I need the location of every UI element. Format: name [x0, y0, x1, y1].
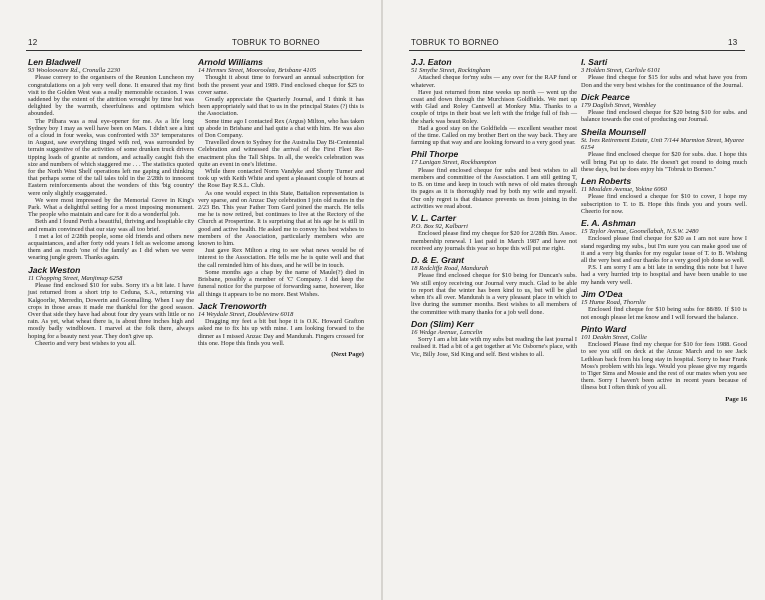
right-page	[383, 0, 765, 600]
letter-entry	[28, 58, 194, 262]
sender-name: Len Roberts	[581, 176, 632, 187]
letter-entry	[581, 128, 747, 173]
sender-name: Jack Weston	[28, 264, 81, 275]
letter-paragraph: Travelled down to Sydney for the Australia Day Bi-Centennial Celebration and witnessed the arrival of the First Fleet Re-enactment plus the Tall Ships. In all, the week's celebration was quite an event in one's lifetime.	[198, 139, 364, 168]
sender-address: 14 Hermes Street, Mooroolea, Brisbane 4105	[198, 67, 317, 74]
sender-address: 93 Woolooware Rd., Cronulla 2230	[28, 67, 121, 74]
letter-paragraph: As one would expect in this State, Battalion representation is very sparse, and on Anzac Day celebration I join old mates in the 2/23 Bn. This year Father Tom Gard joined the march. He tells me he is now retired, but continues to live at the Rectory of the Church at Prospertine. It is surprising that at his age he is still in good and active health. He asked me to convey his best wishes to members of the Association, particularly members who are known to him.	[198, 189, 364, 248]
left-page	[0, 0, 382, 600]
sender-address: 15 Hume Road, Thornlie	[581, 298, 646, 306]
page-continuation: (Next Page)	[331, 350, 364, 358]
letter-entry	[581, 325, 747, 392]
letter-paragraph: Please find enclosed $10 for subs. Sorry it's a bit late. I have just returned from a short trip to Ceduna, S.A., returning via Kalgoorlie, Merredin, Dowerin and Goomalling. When I say the crops in those areas it made me thankful for the good season. Over that side they have had about four dry years with little or no rain. As yet, what wheat there is, is about three inches high and mostly badly windblown. I marvel at the folk there, always hoping for a beauty next year. They don't give up.	[28, 282, 194, 340]
letter-paragraph: Please find cheque for $15 for subs and what have you from Don and the very best wishes for the continuance of the Journal.	[581, 74, 747, 89]
letter-entry	[411, 256, 577, 316]
sender-address: 14 Weydale Street, Doubleview 6018	[198, 310, 294, 318]
letter-paragraph: Beth and I found Perth a beautiful, thriving and hospitable city and remain convinced that our stay was all too brief.	[28, 218, 194, 233]
header-rule	[409, 50, 745, 51]
page-number: 12	[28, 38, 38, 47]
letter-paragraph: Enclosed Please find my cheque for $10 for fees 1988. Good to see you still on deck at the Anzac March and to see Jack Lethlean back from his long stay in hospital. Sorry to hear Frank Moss's problem with his legs. Would you please give my regards to Tiger Sims and Mossie and the rest of our mates when you see them. Sorry I haven't been active in recent years because of illness but I often think of you all.	[581, 341, 747, 392]
sender-address: St. Ives Retirement Estate, Unit 7/144 Marmion Street, Myaree 6154	[581, 136, 745, 152]
letter-paragraph: Please find enclosed cheque for $20 being $10 for subs. and balance towards the cost of producing our Journal.	[581, 109, 747, 124]
sender-name: Arnold Williams	[198, 57, 263, 67]
letter-entry	[411, 58, 577, 146]
sender-name: V. L. Carter	[411, 213, 457, 224]
sender-name: I. Sarti	[581, 57, 608, 67]
letter-paragraph: Just gave Rex Milton a ring to see what news would be of interest to the Association. He tells me he is quite well and that the call reminded him of his dues, and he will be in touch.	[198, 247, 364, 269]
running-title: TOBRUK TO BORNEO	[411, 38, 499, 47]
letter-entry	[581, 219, 747, 286]
letter-entry	[411, 320, 577, 358]
sender-address: 11 Moulden Avenue, Yokine 6060	[581, 186, 667, 194]
letter-paragraph: Enclosed please find cheque for $20 as I am not sure how I stand regarding my subs., but I'm sure you can make good use of it and a very big thanks for my regular issue of T. to B. Wishing all the very best and our thanks for a very good job done so well.	[581, 235, 747, 265]
letter-entry	[28, 266, 194, 347]
letter-paragraph: Sorry I am a bit late with my subs but reading the last journal I realised it. Had a bit of a get together at Vic Osborne's place, with Vic, Billy Jose, Sid King and self. Best wishes to all.	[411, 336, 577, 358]
letter-entry	[581, 290, 747, 321]
letter-entry	[411, 150, 577, 210]
letter-entry	[198, 302, 364, 347]
running-title: TOBRUK TO BORNEO	[232, 38, 320, 47]
letter-paragraph: Enclosed find cheque for $10 being subs for 88/89. If $10 is not enough please let me know and I will forward the balance.	[581, 306, 747, 321]
column-right-2	[581, 56, 747, 403]
letter-paragraph: Please find enclosed cheque for subs and best wishes to all members and committee of the Association. I am still getting T, to B. on time and keep in touch with news of old mates through its pages as it is thoroughly read by both my wife and myself. Our only regret is that distance prevents us from joining in the activities we read about.	[411, 166, 577, 210]
letter-paragraph: I met a lot of 2/28th people, some old friends and others new acquaintances, and after forty odd years I felt as welcome among them and as much 'one of the family' as I did when we were wearing jungle green. Thanks again.	[28, 232, 194, 262]
sender-name: Len Bladwell	[28, 57, 81, 67]
letter-paragraph: Please convey to the organisers of the Reunion Luncheon my congratulations on a job very well done. It ensured that my first visit to the Golden West was a really memorable occasion. I was saddened by the extent of the attrition wrought by time but was delighted by the warmth, cheerfulness and optimism which abounded.	[28, 74, 194, 118]
letter-entry	[581, 58, 747, 89]
sender-address: 179 Daglish Street, Wembley	[581, 101, 656, 109]
sender-name: Dick Pearce	[581, 91, 630, 102]
letter-paragraph: Have just returned from nine weeks up north — went up the coast and down through the Murchison Goldfields. We met up with Glad and Roley Cantwell at Monkey Mia. Thanks to a couple of trips in their boat we left with the fridge full of fish — the shark was beaut Roley.	[411, 88, 577, 125]
letter-paragraph: Please find enclosed a cheque for $10 to cover, I hope my subscription to T. to B. Hope this finds you and yours well. Cheerio for now.	[581, 193, 747, 215]
letter-paragraph: The Pilbara was a real eye-opener for me. As a life long Sydney boy I may as well have been on Mars. I didn't see a hint of a cloud in four weeks, was confronted with 33° temperatures in August, saw everything tinged with red, was surrounded by terrain suggestive of the activities of some drunken truck drivers tipping loads of granite at random, and actually caught fish the size and numbers of which staggered me . . . The statistics quoted for the North West Shelf operations left me gaping and thinking that perhaps some of the tall tales told in the 2/28th to innocent Eastern reinforcements about the wonders of this 'big country' were only slightly exaggerated.	[28, 117, 194, 197]
sender-name: Phil Thorpe	[411, 149, 459, 160]
sender-address: P.O. Box 92, Kalbarri	[411, 223, 468, 231]
sender-address: 101 Deakin Street, Collie	[581, 333, 647, 341]
sender-name: Don (Slim) Kerr	[411, 318, 475, 329]
letter-paragraph: P.S. I am sorry I am a bit late in sending this note but I have had a very hurried trip to hospital and have been unable to use my hands very well.	[581, 264, 747, 286]
letter-paragraph: Attached cheque for'my subs — any over for the RAP fund or whatever.	[411, 74, 577, 89]
sender-address: 17 Lanigan Street, Rockhampton	[411, 159, 497, 167]
column-left-1	[28, 56, 194, 351]
letter-paragraph: While there contacted Norm Vandyke and Shorty Turner and took up with Keith White and spent a pleasant couple of hours at the Rose Bay R.S.L. Club.	[198, 168, 364, 190]
letter-entry	[581, 93, 747, 124]
sender-name: E. A. Ashman	[581, 218, 636, 229]
letter-paragraph: Some time ago I contacted Rex (Argus) Milton, who has taken up abode in Brisbane and had quite a chat with him. He was also of Don Company.	[198, 117, 364, 140]
letter-paragraph: Some months ago a chap by the name of Maule(?) died in Brisbane, possibly a member of 'C' Company. I did keep the funeral notice for the purpose of forwarding same, however, like all things it appears to be no more. Best Wishes.	[198, 268, 364, 298]
letter-entry	[581, 177, 747, 215]
letter-paragraph: We were most impressed by the Memorial Grove in King's Park. What a delightful setting for a most imposing monument. The people who maintain and care for it do a wonderful job.	[28, 196, 194, 219]
letter-entry	[198, 58, 364, 298]
letter-paragraph: Thought it about time to forward an annual subscription for both the present year and 1989. Find enclosed cheque for $25 to cover same.	[198, 74, 364, 96]
sender-name: Jim O'Dea	[581, 288, 623, 299]
sender-address: 18 Redcliffe Road, Mandurah	[411, 265, 489, 273]
sender-address: 15 Taylor Avenue, Goonellabah, N.S.W. 2480	[581, 228, 699, 236]
letter-paragraph: Cheerio and very best wishes to you all.	[35, 339, 136, 347]
letter-paragraph: Please find enclosed cheque for $20 for subs. due. I hope this will bring Pat up to date. He doesn't get round to doing much these days, but he does enjoy his "Tobruk to Borneo."	[581, 151, 747, 173]
letter-paragraph: Dragging my feet a bit but hope it is O.K. Howard Grafton asked me to fix his up with mine. I am looking forward to the dinner as I missed Anzac Day and Mandurah. Fingers crossed for this one. Hope this finds you well.	[198, 318, 364, 347]
sender-name: Pinto Ward	[581, 323, 627, 334]
letter-paragraph: Greatly appreciate the Quarterly Journal, and I think it has been appropriately said that to us in the principal States (?) this is the Association.	[198, 96, 364, 118]
column-right-1	[411, 56, 577, 362]
sender-address: 3 Holden Street, Carlisle 6101	[581, 67, 661, 74]
page-number: 13	[728, 38, 738, 47]
column-left-2	[198, 56, 364, 358]
letter-entry	[411, 214, 577, 252]
sender-name: Jack Trenoworth	[198, 300, 267, 311]
sender-name: D. & E. Grant	[411, 255, 465, 266]
header-rule	[26, 50, 362, 51]
sender-name: Sheila Mounsell	[581, 126, 646, 137]
letter-paragraph: Enclosed please find my cheque for $20 for 2/28th Btn. Assoc. membership renewal. I last paid in March 1987 and have not received any journals this year so hope this will put me right.	[411, 230, 577, 252]
sender-address: 11 Chopping Street, Manjimup 6258	[28, 274, 123, 282]
letter-paragraph: Had a good stay on the Goldfields — excellent weather most of the time. Called on my brother Bert on the way back. They are farming up that way and are looking forward to a very good year.	[411, 124, 577, 147]
sender-address: 51 Smythe Street, Rockingham	[411, 67, 491, 74]
sender-name: J.J. Eaton	[411, 57, 452, 67]
sender-address: 16 Wedge Avenue, Lancelin	[411, 328, 483, 336]
letter-paragraph: Please find enclosed cheque for $10 being for Duncan's subs. We still enjoy receiving our Journal very much. Glad to be able to report that the winter has been kind to us, but will be glad when it's all over. Mandurah is a very pleasant place in which to live during the summer months. Best wishes to all members of the committee with many thanks for a job well done.	[411, 272, 577, 316]
page-continuation: Page 16	[725, 395, 747, 403]
